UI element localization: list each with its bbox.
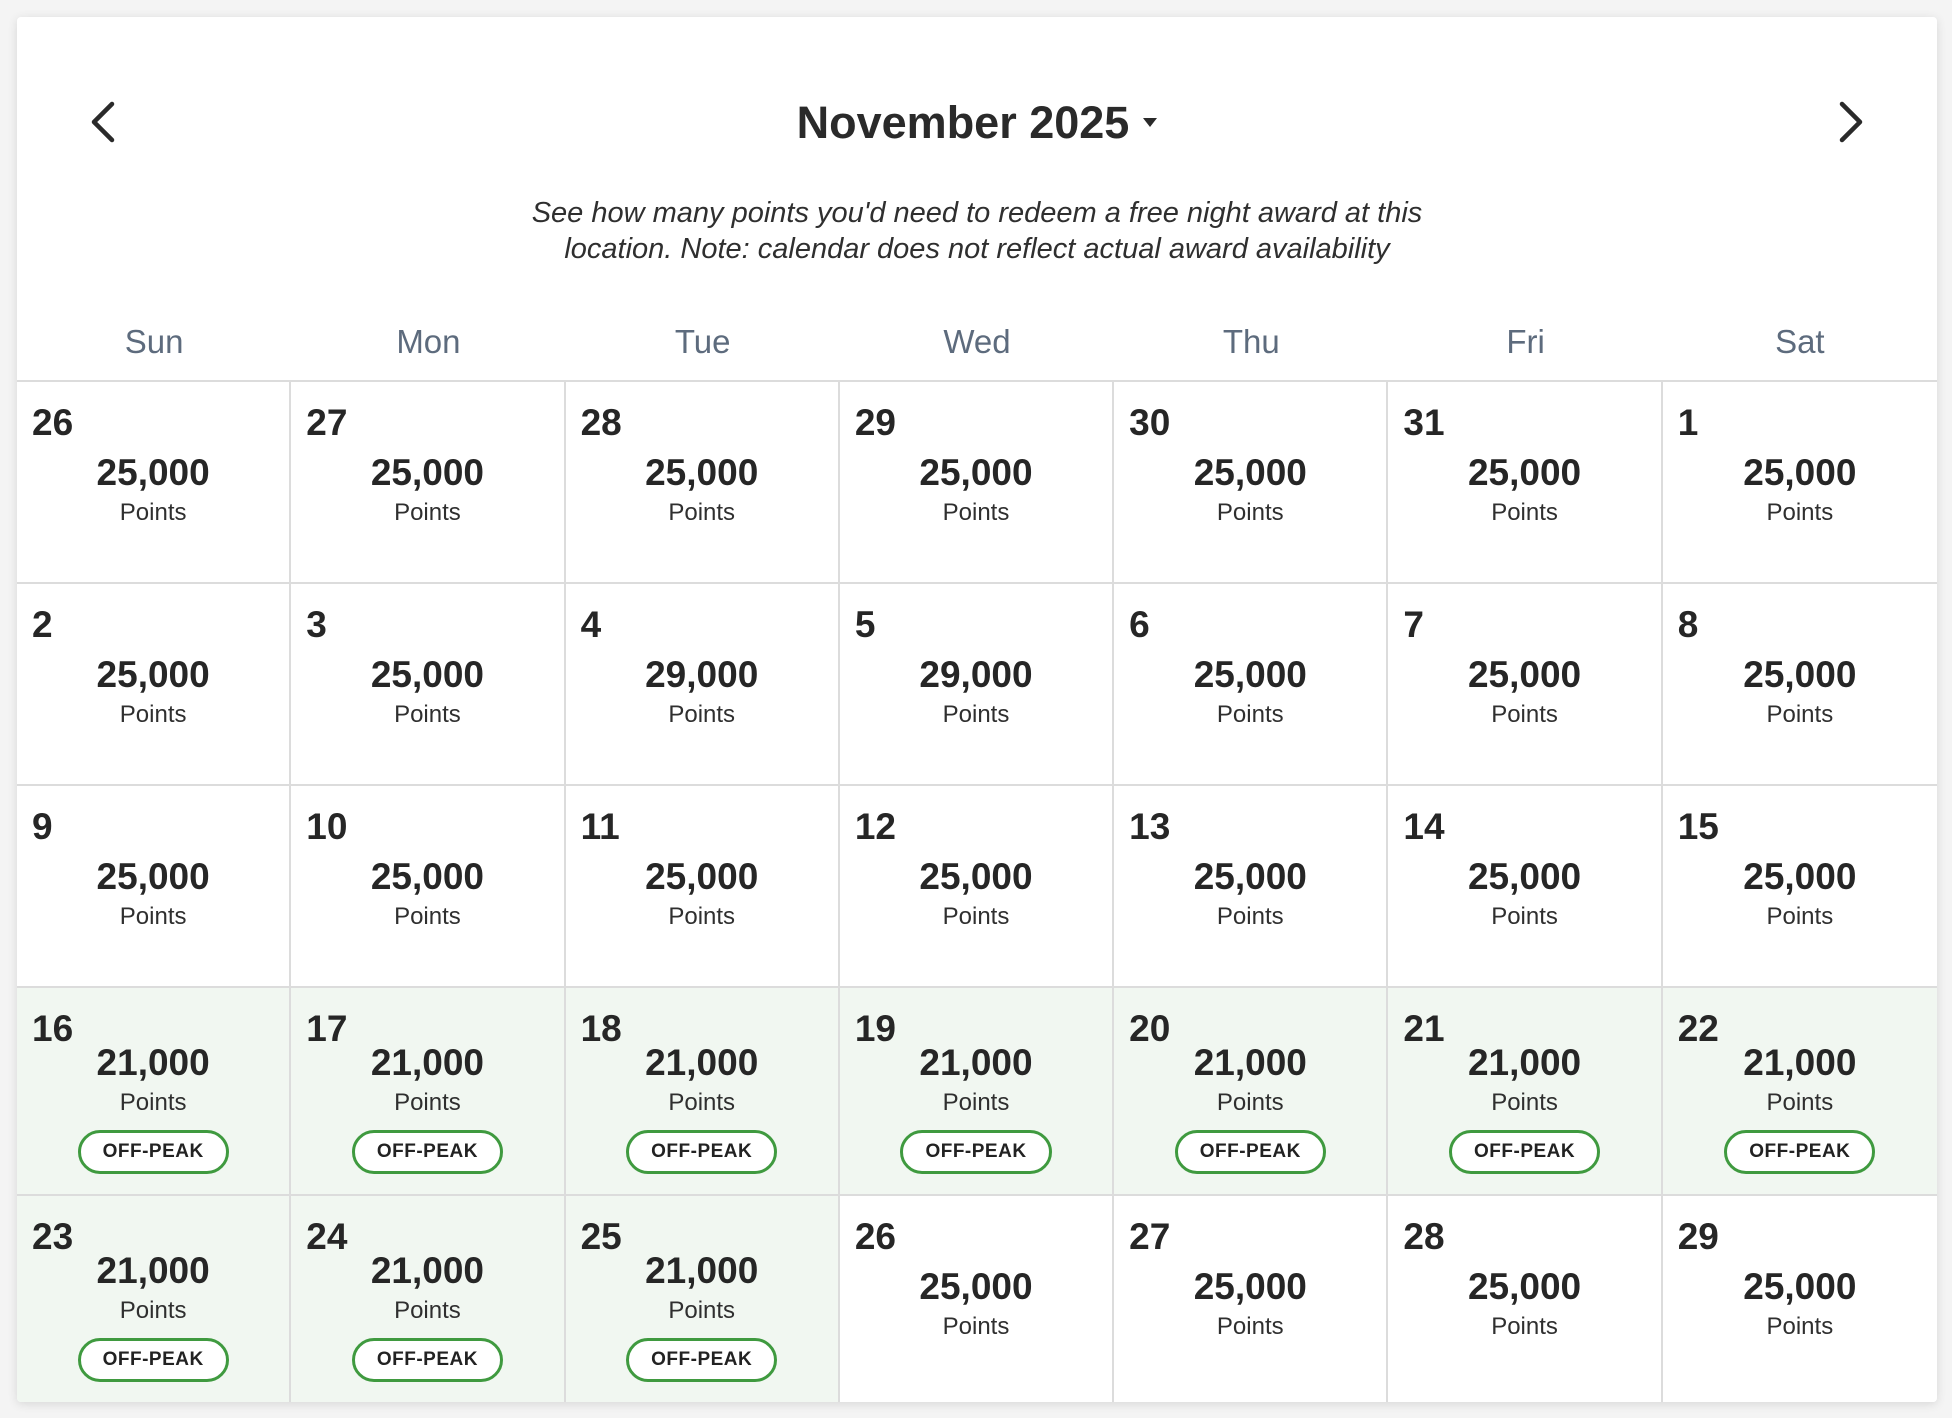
day-points (1388, 1264, 1660, 1344)
day-points (566, 1040, 838, 1174)
day-cell[interactable] (1388, 988, 1662, 1196)
day-points (1114, 652, 1386, 732)
points-value: 25,000 (1467, 452, 1582, 493)
offpeak-badge: OFF-PEAK (900, 1130, 1051, 1174)
points-label: Points (394, 1297, 461, 1324)
day-points (1663, 450, 1937, 530)
day-number: 24 (306, 1216, 348, 1257)
day-number: 20 (1129, 1008, 1171, 1049)
points-label: Points (942, 499, 1010, 526)
points-value: 21,000 (645, 1042, 759, 1083)
weekday-label: Tue (674, 323, 731, 360)
weekday-label: Sat (1775, 323, 1825, 360)
points-value: 21,000 (1193, 1042, 1307, 1083)
points-value: 25,000 (1193, 654, 1307, 695)
offpeak-badge: OFF-PEAK (352, 1130, 503, 1174)
points-label: Points (119, 903, 187, 930)
day-cell[interactable] (17, 382, 291, 584)
points-value: 29,000 (645, 654, 759, 695)
day-number: 9 (32, 806, 53, 847)
points-label: Points (119, 1089, 187, 1116)
day-number: 16 (32, 1008, 74, 1049)
day-number: 1 (1677, 402, 1699, 443)
day-points (17, 652, 289, 732)
points-value: 25,000 (645, 452, 759, 493)
day-number: 11 (580, 806, 620, 847)
day-cell[interactable] (17, 786, 291, 988)
points-value: 25,000 (1743, 1266, 1857, 1307)
day-points (840, 1264, 1112, 1344)
weekday-label: Sun (124, 323, 184, 360)
points-value: 25,000 (1743, 654, 1857, 695)
day-number: 26 (32, 402, 74, 443)
offpeak-badge: OFF-PEAK (352, 1338, 503, 1382)
points-value: 25,000 (1193, 1266, 1307, 1307)
points-label: Points (1491, 701, 1558, 728)
points-value: 25,000 (96, 856, 210, 897)
day-cell[interactable] (17, 1196, 291, 1402)
points-label: Points (942, 903, 1010, 930)
points-value: 25,000 (919, 856, 1033, 897)
points-label: Points (668, 1297, 736, 1324)
day-cell[interactable] (291, 1196, 565, 1402)
day-points (566, 450, 838, 530)
day-number: 15 (1677, 806, 1719, 847)
points-label: Points (1216, 1313, 1284, 1340)
points-value: 25,000 (1743, 856, 1857, 897)
day-number: 12 (854, 806, 896, 847)
day-points (17, 450, 289, 530)
day-cell[interactable] (566, 988, 840, 1196)
day-points (291, 1248, 563, 1382)
offpeak-badge: OFF-PEAK (1724, 1130, 1875, 1174)
day-number: 31 (1403, 402, 1445, 443)
day-points (566, 854, 838, 934)
points-label: Points (668, 903, 736, 930)
points-label: Points (394, 701, 461, 728)
day-cell[interactable] (17, 584, 291, 786)
points-value: 21,000 (919, 1042, 1033, 1083)
offpeak-badge: OFF-PEAK (1449, 1130, 1600, 1174)
day-number: 21 (1403, 1008, 1445, 1049)
day-number: 7 (1403, 604, 1424, 645)
points-value: 21,000 (96, 1250, 210, 1291)
weekday-label: Mon (396, 323, 461, 360)
day-cell[interactable] (566, 584, 840, 786)
points-label: Points (1491, 903, 1558, 930)
day-number: 29 (854, 402, 896, 443)
day-number: 10 (306, 806, 348, 847)
day-cell[interactable] (1114, 786, 1388, 988)
day-points (1663, 854, 1937, 934)
points-label: Points (942, 1089, 1010, 1116)
day-points (1388, 652, 1660, 732)
offpeak-badge: OFF-PEAK (78, 1338, 229, 1382)
calendar-header (17, 17, 1937, 167)
points-value: 25,000 (919, 452, 1033, 493)
calendar-note (17, 195, 1937, 267)
caret-down-icon[interactable] (1143, 118, 1157, 127)
calendar-note-text: See how many points you'd need to redeem a free night award at this location. Note: calendar does not reflect actual award availability (531, 197, 1423, 265)
calendar-grid (17, 380, 1937, 1402)
points-value: 25,000 (1193, 452, 1307, 493)
points-label: Points (1766, 1313, 1834, 1340)
points-value: 21,000 (96, 1042, 210, 1083)
day-number: 30 (1129, 402, 1171, 443)
points-label: Points (1491, 499, 1558, 526)
day-cell[interactable] (1114, 1196, 1388, 1402)
day-number: 29 (1677, 1216, 1719, 1257)
day-cell[interactable] (1663, 786, 1937, 988)
points-label: Points (394, 499, 461, 526)
day-number: 27 (306, 402, 348, 443)
day-points (566, 652, 838, 732)
day-cell[interactable] (1663, 382, 1937, 584)
day-cell[interactable] (1388, 786, 1662, 988)
day-number: 23 (32, 1216, 74, 1257)
points-value: 21,000 (370, 1042, 484, 1083)
points-label: Points (668, 499, 736, 526)
day-points (1663, 652, 1937, 732)
day-number: 5 (854, 604, 876, 645)
day-cell[interactable] (840, 382, 1114, 584)
day-points (291, 1040, 563, 1174)
points-label: Points (394, 1089, 461, 1116)
points-value: 25,000 (645, 856, 759, 897)
weekday-label: Thu (1222, 323, 1280, 360)
points-value: 21,000 (1467, 1042, 1582, 1083)
points-value: 29,000 (919, 654, 1033, 695)
day-number: 13 (1129, 806, 1171, 847)
points-label: Points (1216, 1089, 1284, 1116)
day-cell[interactable] (291, 584, 565, 786)
points-value: 25,000 (1467, 856, 1582, 897)
award-calendar (17, 17, 1937, 1402)
points-value: 25,000 (370, 856, 484, 897)
day-cell[interactable] (566, 382, 840, 584)
day-cell[interactable] (291, 382, 565, 584)
day-cell[interactable] (566, 786, 840, 988)
day-cell[interactable] (1388, 382, 1662, 584)
day-number: 14 (1403, 806, 1445, 847)
points-label: Points (119, 499, 187, 526)
points-label: Points (1766, 1089, 1834, 1116)
day-number: 19 (854, 1008, 896, 1049)
points-label: Points (394, 903, 461, 930)
day-points (1388, 854, 1660, 934)
points-label: Points (1766, 903, 1834, 930)
offpeak-badge: OFF-PEAK (78, 1130, 229, 1174)
points-value: 25,000 (1743, 452, 1857, 493)
points-label: Points (668, 701, 736, 728)
day-number: 8 (1677, 604, 1699, 645)
day-cell[interactable] (291, 988, 565, 1196)
month-selector[interactable] (17, 93, 1937, 153)
day-points (840, 1040, 1112, 1174)
offpeak-badge: OFF-PEAK (1175, 1130, 1326, 1174)
day-cell[interactable] (840, 584, 1114, 786)
day-points (840, 450, 1112, 530)
day-number: 25 (580, 1216, 622, 1257)
offpeak-badge: OFF-PEAK (626, 1130, 777, 1174)
points-value: 21,000 (370, 1250, 484, 1291)
day-cell[interactable] (840, 1196, 1114, 1402)
day-points (291, 450, 563, 530)
day-cell[interactable] (1114, 382, 1388, 584)
day-points (1663, 1264, 1937, 1344)
day-cell[interactable] (1663, 988, 1937, 1196)
day-points (17, 1040, 289, 1174)
points-label: Points (1216, 903, 1284, 930)
points-value: 25,000 (1467, 1266, 1582, 1307)
weekday-label: Wed (943, 323, 1011, 360)
points-label: Points (1766, 701, 1834, 728)
points-value: 21,000 (645, 1250, 759, 1291)
day-points (1114, 854, 1386, 934)
day-number: 27 (1129, 1216, 1171, 1257)
day-number: 26 (854, 1216, 896, 1257)
weekday-label: Fri (1506, 323, 1545, 360)
points-value: 25,000 (370, 654, 484, 695)
day-number: 18 (580, 1008, 622, 1049)
offpeak-badge: OFF-PEAK (626, 1338, 777, 1382)
day-points (291, 652, 563, 732)
day-cell[interactable] (1388, 1196, 1662, 1402)
day-points (840, 652, 1112, 732)
day-points (1114, 450, 1386, 530)
day-cell[interactable] (1663, 1196, 1937, 1402)
day-number: 17 (306, 1008, 348, 1049)
points-label: Points (119, 1297, 187, 1324)
points-value: 25,000 (96, 452, 210, 493)
day-points (1663, 1040, 1937, 1174)
day-cell[interactable] (1388, 584, 1662, 786)
points-label: Points (668, 1089, 736, 1116)
day-points (840, 854, 1112, 934)
day-points (17, 1248, 289, 1382)
day-number: 3 (306, 604, 327, 645)
points-value: 25,000 (1193, 856, 1307, 897)
day-cell[interactable] (840, 988, 1114, 1196)
day-number: 28 (1403, 1216, 1445, 1257)
points-label: Points (1491, 1313, 1558, 1340)
points-label: Points (1491, 1089, 1558, 1116)
day-points (291, 854, 563, 934)
day-points (1114, 1040, 1386, 1174)
next-month-button[interactable] (1823, 87, 1879, 157)
day-points (566, 1248, 838, 1382)
day-points (1114, 1264, 1386, 1344)
day-points (1388, 450, 1660, 530)
points-label: Points (1216, 499, 1284, 526)
day-cell[interactable] (291, 786, 565, 988)
month-label[interactable]: November 2025 (796, 97, 1130, 148)
points-label: Points (942, 1313, 1010, 1340)
day-cell[interactable] (1114, 988, 1388, 1196)
points-label: Points (942, 701, 1010, 728)
points-value: 25,000 (1467, 654, 1582, 695)
day-points (1388, 1040, 1660, 1174)
day-number: 2 (32, 604, 53, 645)
points-value: 21,000 (1743, 1042, 1857, 1083)
day-cell[interactable] (17, 988, 291, 1196)
points-value: 25,000 (370, 452, 484, 493)
points-value: 25,000 (919, 1266, 1033, 1307)
day-cell[interactable] (840, 786, 1114, 988)
day-cell[interactable] (1663, 584, 1937, 786)
chevron-right-icon (1838, 100, 1864, 144)
points-label: Points (1766, 499, 1834, 526)
day-points (17, 854, 289, 934)
points-label: Points (1216, 701, 1284, 728)
day-cell[interactable] (566, 1196, 840, 1402)
points-value: 25,000 (96, 654, 210, 695)
weekday-header-row (17, 312, 1937, 372)
day-number: 6 (1129, 604, 1150, 645)
points-label: Points (119, 701, 187, 728)
day-cell[interactable] (1114, 584, 1388, 786)
day-number: 4 (580, 604, 602, 645)
day-number: 28 (580, 402, 622, 443)
day-number: 22 (1677, 1008, 1719, 1049)
